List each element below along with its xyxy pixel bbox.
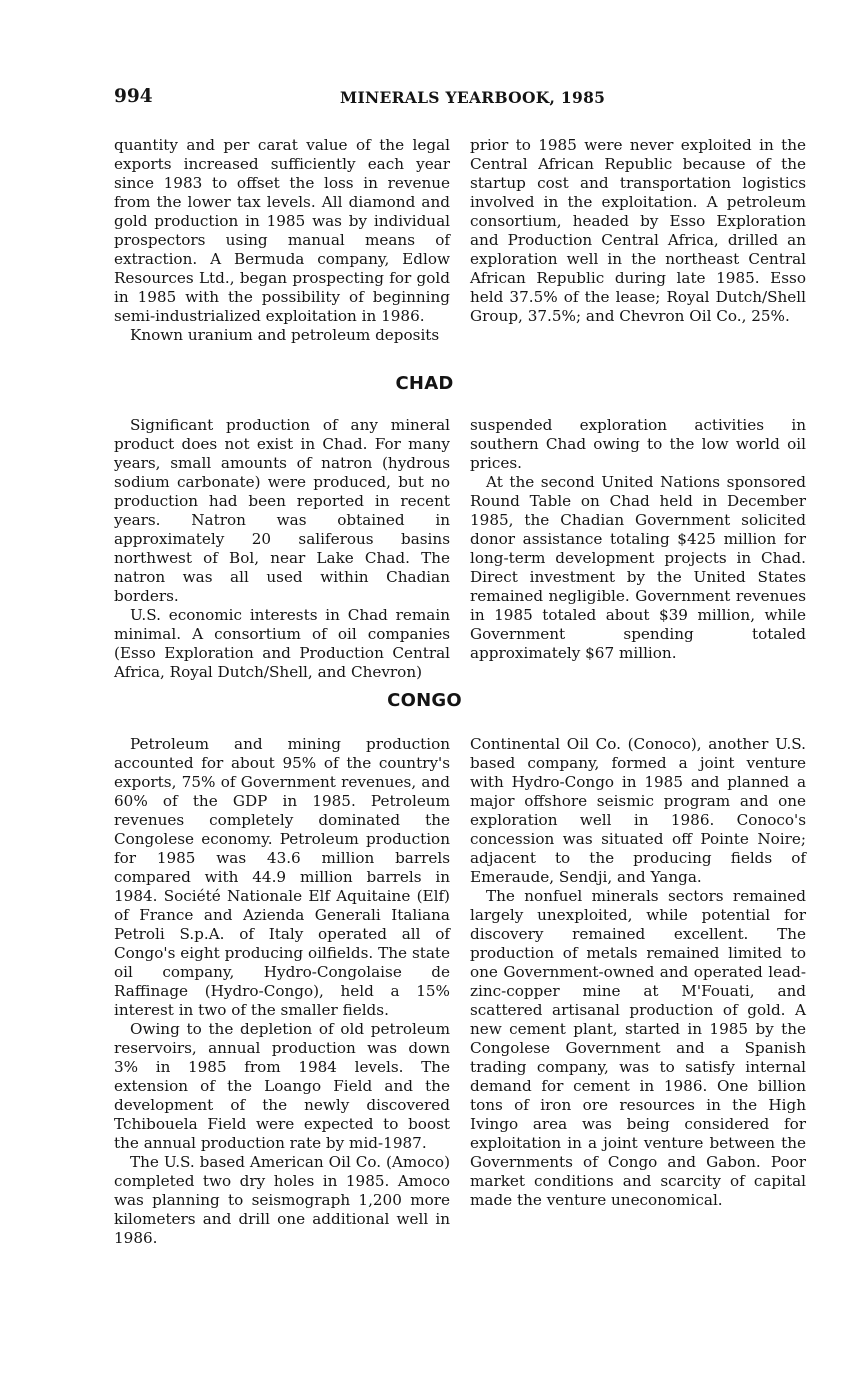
- paragraph: Continental Oil Co. (Conoco), another U.S. based company, formed a joint venture with Hydro-Congo in 1985 and planned a major offshore seismic program and one exploration well in 1986. Conoco's concession was situated off Pointe Noire; adjacent to the producing fields of Emeraude, Sendji, and Yanga.: [470, 735, 806, 886]
- paragraph: The nonfuel minerals sectors remained largely unexploited, while potential for discovery remained excellent. The production of metals remained limited to one Government-owned and operated lead-zinc-copper mine at M'Fouati, and scattered artisanal production of gold. A new cement plant, started in 1985 by the Congolese Government and a Spanish trading company, was to satisfy internal demand for cement in 1986. One billion tons of iron ore resources in the High Ivingo area was being considered for exploitation in a joint venture between the Governments of Congo and Gabon. Poor market conditions and scarcity of capital made the venture uneconomical.: [470, 887, 806, 1209]
- paragraph: U.S. economic interests in Chad remain minimal. A consortium of oil companies (Esso Exploration and Production Central Africa, Royal Dutch/Shell, and Chevron): [114, 606, 450, 681]
- paragraph: Significant production of any mineral product does not exist in Chad. For many years, small amounts of natron (hydrous sodium carbonate) were produced, but no production had been reported in recent years. Natron was obtained in approximately 20 saliferous basins northwest of Bol, near Lake Chad. The natron was all used within Chadian borders.: [114, 416, 450, 605]
- page-header: [114, 86, 814, 110]
- paragraph: The U.S. based American Oil Co. (Amoco) completed two dry holes in 1985. Amoco was planning to seismograph 1,200 more kilometers and drill one additional well in 1986.: [114, 1153, 450, 1247]
- paragraph: Petroleum and mining production accounted for about 95% of the country's exports, 75% of Government revenues, and 60% of the GDP in 1985. Petroleum revenues completely dominated the Congolese economy. Petroleum production for 1985 was 43.6 million barrels compared with 44.9 million barrels in 1984. Société Nationale Elf Aquitaine (Elf) of France and Azienda Generali Italiana Petroli S.p.A. of Italy operated all of Congo's eight producing oilfields. The state oil company, Hydro-Congolaise de Raffinage (Hydro-Congo), held a 15% interest in two of the smaller fields.: [114, 735, 450, 1019]
- congo-left-column: [114, 735, 450, 1248]
- paragraph: prior to 1985 were never exploited in the Central African Republic because of the startup cost and transportation logistics involved in the exploitation. A petroleum consortium, headed by Esso Exploration and Production Central Africa, drilled an exploration well in the northeast Central African Republic during late 1985. Esso held 37.5% of the lease; Royal Dutch/Shell Group, 37.5%; and Chevron Oil Co., 25%.: [470, 136, 806, 325]
- section-heading-chad: CHAD: [395, 373, 454, 394]
- chad-right-column: [470, 416, 806, 663]
- paragraph: quantity and per carat value of the legal exports increased sufficiently each year since 1983 to offset the loss in revenue from the lower tax levels. All diamond and gold production in 1985 was by individual prospectors using manual means of extraction. A Bermuda company, Edlow Resources Ltd., began prospecting for gold in 1985 with the possibility of beginning semi-industrialized exploitation in 1986.: [114, 136, 450, 325]
- page-number: 994: [114, 86, 153, 107]
- congo-right-column: [470, 735, 806, 1210]
- section-heading-congo: CONGO: [387, 690, 462, 711]
- intro-left-column: [114, 136, 450, 345]
- intro-right-column: [470, 136, 806, 326]
- paragraph: At the second United Nations sponsored Round Table on Chad held in December 1985, the Chadian Government solicited donor assistance totaling $425 million for long-term development projects in Chad. Direct investment by the United States remained negligible. Government revenues in 1985 totaled about $39 million, while Government spending totaled approximately $67 million.: [470, 473, 806, 662]
- paragraph: Known uranium and petroleum deposits: [130, 326, 440, 344]
- paragraph: Owing to the depletion of old petroleum reservoirs, annual production was down 3% in 1985 from 1984 levels. The extension of the Loango Field and the development of the newly discovered Tchibouela Field were expected to boost the annual production rate by mid-1987.: [114, 1020, 450, 1152]
- running-title: MINERALS YEARBOOK, 1985: [340, 88, 606, 107]
- chad-left-column: [114, 416, 450, 682]
- paragraph: suspended exploration activities in southern Chad owing to the low world oil prices.: [470, 416, 806, 472]
